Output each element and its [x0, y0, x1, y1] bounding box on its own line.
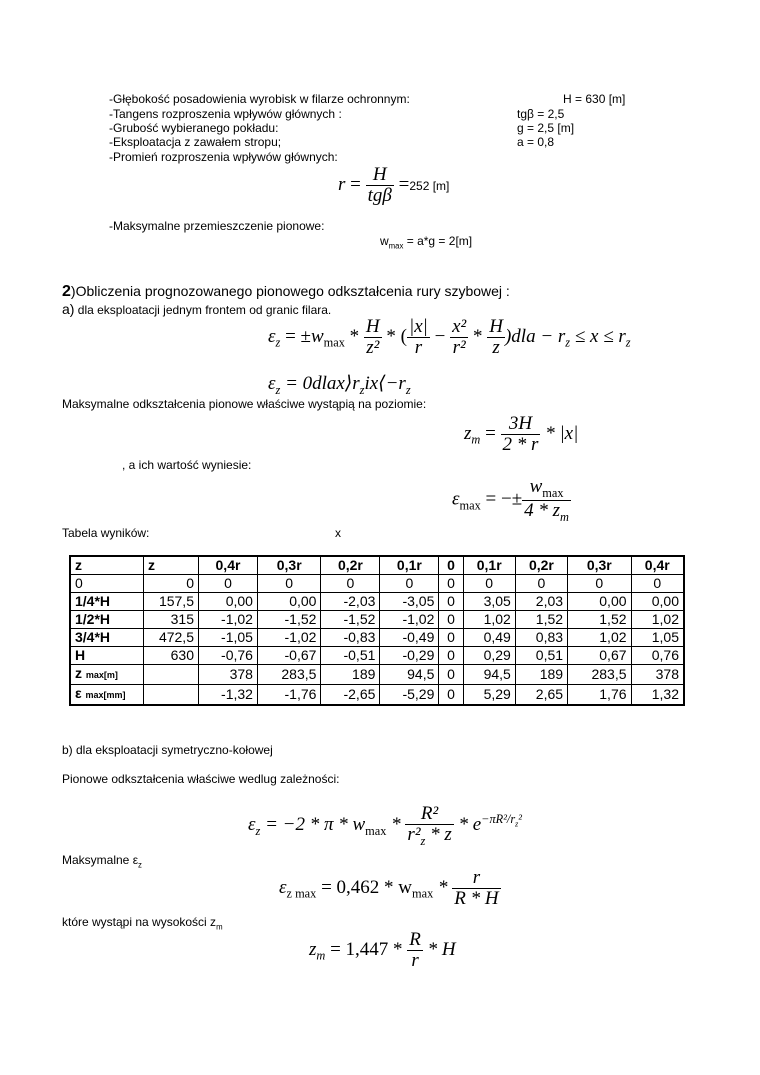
- table-cell: 0: [439, 629, 463, 647]
- table-row: [70, 611, 684, 629]
- param-tan-value: tgβ = 2,5: [517, 107, 565, 121]
- eqz-lhs: z: [309, 938, 317, 960]
- radius-lhs: r: [338, 173, 346, 195]
- param-thickness-value: g = 2,5 [m]: [517, 121, 575, 135]
- section2-sub-a: [62, 301, 331, 317]
- eqb-exp-tail: ²: [518, 811, 522, 826]
- table-cell: 94,5: [380, 665, 439, 685]
- table-cell: -0,29: [380, 647, 439, 665]
- zm-den: 2 * r: [502, 433, 539, 455]
- eqz-lhs-sub: m: [316, 948, 326, 963]
- table-cell: 283,5: [568, 665, 631, 685]
- eqz-fraction: [407, 930, 423, 971]
- zm-lhs: z: [464, 422, 472, 444]
- table-cell: 5,29: [463, 685, 515, 706]
- radius-num: H: [366, 165, 394, 186]
- eq1-eq: = ±: [280, 325, 311, 347]
- eqb-exp: −πR²/r: [481, 811, 516, 826]
- max-disp-rest: = a*g = 2[m]: [403, 234, 473, 248]
- radius-den: tgβ: [367, 184, 392, 206]
- table-cell: 1/4*H: [70, 593, 144, 611]
- eq1-frac4: [487, 317, 505, 358]
- section2-heading: [62, 283, 510, 301]
- max-ez-sub: z: [138, 860, 142, 870]
- table-cell: 0,00: [568, 593, 631, 611]
- header-cell: 0,2r: [321, 556, 380, 575]
- eq2-rhs2: ix⟨−r: [364, 373, 406, 394]
- table-cell: 0: [631, 575, 684, 593]
- eqb-tail: * e: [453, 814, 482, 836]
- sub-a-letter: a): [62, 301, 75, 317]
- emax-lhs: ε: [452, 488, 460, 510]
- table-row: [70, 647, 684, 665]
- emax-num: w: [529, 476, 543, 497]
- table-cell: 0,83: [515, 629, 567, 647]
- results-table-body: [70, 556, 684, 705]
- table-cell: 0: [439, 665, 463, 685]
- table-cell: 2,65: [515, 685, 567, 706]
- table-cell: 157,5: [144, 593, 199, 611]
- max-disp-sub: max: [388, 241, 404, 251]
- radius-result: 252 [m]: [409, 178, 450, 193]
- eqb-num: R²: [405, 804, 453, 825]
- max-disp-w: w: [380, 234, 389, 248]
- eq2-rhs-sub: z: [359, 382, 365, 397]
- table-cell: 1/2*H: [70, 611, 144, 629]
- table-cell: 0: [439, 593, 463, 611]
- eq1-f4-den: z: [492, 336, 500, 358]
- results-table: [69, 555, 685, 706]
- table-cell: 378: [631, 665, 684, 685]
- table-cell: -2,65: [321, 685, 380, 706]
- eqb-lhs-sub: z: [255, 824, 261, 838]
- emax-lhs-sub: max: [459, 498, 481, 513]
- eqm-lhs: ε: [279, 876, 287, 898]
- radius-formula: r = $\frac{H}{\text{tgβ}}$ =252 [m]: [338, 164, 450, 206]
- header-cell: 0,4r: [199, 556, 258, 575]
- table-cell: 189: [321, 665, 380, 685]
- table-row-label: [70, 665, 144, 685]
- table-cell: 0: [568, 575, 631, 593]
- table-cell: 0,76: [631, 647, 684, 665]
- zm-rest: * |x|: [540, 422, 579, 444]
- eq-strain-circular: [248, 804, 522, 848]
- eqb-w-sub: max: [365, 824, 387, 838]
- table-cell: -0,83: [321, 629, 380, 647]
- table-cell: 0,51: [515, 647, 567, 665]
- eq1-ineq-sub: z: [625, 335, 631, 350]
- table-cell: -0,76: [199, 647, 258, 665]
- max-level-text: Maksymalne odkształcenia pionowe właściwe wystąpią na poziomie:: [62, 397, 427, 411]
- table-cell: 0: [70, 575, 144, 593]
- table-cell: 0: [439, 685, 463, 706]
- table-cell: 3/4*H: [70, 629, 144, 647]
- table-cell: 0: [515, 575, 567, 593]
- table-cell: -3,05: [380, 593, 439, 611]
- table-cell: 1,02: [463, 611, 515, 629]
- table-cell: 94,5: [463, 665, 515, 685]
- eqb-eq: = −2 * π * w: [260, 814, 366, 836]
- row-label-main: z: [75, 665, 82, 681]
- table-cell: 0: [321, 575, 380, 593]
- eqz-rest: = 1,447 *: [325, 938, 408, 960]
- table-row: [70, 593, 684, 611]
- table-cell: 0: [439, 575, 463, 593]
- eq1-star: *: [344, 325, 364, 347]
- eq1-f3-den: r²: [452, 336, 466, 358]
- eqb-lhs: ε: [248, 814, 256, 836]
- table-cell: -1,02: [257, 629, 320, 647]
- eqb-exp-sub: z: [515, 819, 519, 829]
- table-cell: 1,32: [631, 685, 684, 706]
- table-cell: 1,05: [631, 629, 684, 647]
- eq1-f3-num: x²: [452, 316, 467, 337]
- table-cell: 0,00: [631, 593, 684, 611]
- eq1-tail: )dla − r: [504, 325, 566, 347]
- eq1-w-sub: max: [323, 335, 345, 350]
- eqz-den: r: [411, 949, 419, 971]
- eq1-star3: *: [468, 325, 488, 347]
- height-text-sub: m: [216, 922, 223, 932]
- section2-number: 2: [62, 283, 71, 300]
- row-label-main: ε: [75, 685, 82, 701]
- table-cell: 315: [144, 611, 199, 629]
- emax-formula: [452, 477, 571, 524]
- eq1-f2-den: r: [414, 336, 423, 358]
- eq1-frac2: [407, 317, 430, 358]
- table-row-emax: [70, 685, 684, 706]
- eqz-num: R: [409, 929, 421, 950]
- param-exploitation-label: -Eksploatacja z zawałem stropu;: [109, 135, 282, 149]
- table-cell: 1,76: [568, 685, 631, 706]
- table-cell: 3,05: [463, 593, 515, 611]
- header-cell: z: [144, 556, 199, 575]
- header-cell: 0,4r: [631, 556, 684, 575]
- eq1-tail-sub: z: [565, 335, 571, 350]
- eqm-num: r: [452, 868, 500, 889]
- max-ez-label: [62, 853, 142, 869]
- table-cell: -0,67: [257, 647, 320, 665]
- eq1-w: w: [310, 325, 324, 347]
- table-cell: 283,5: [257, 665, 320, 685]
- eq2-rhs: = 0dlax⟩r: [280, 373, 360, 394]
- header-cell: 0,3r: [257, 556, 320, 575]
- table-row: [70, 629, 684, 647]
- eq2-lhs: ε: [268, 373, 276, 394]
- eq-strain-front: [268, 317, 631, 358]
- table-cell: -2,03: [321, 593, 380, 611]
- table-cell: 378: [199, 665, 258, 685]
- table-cell: [144, 685, 199, 706]
- eq2-rhs2-sub: z: [405, 382, 411, 397]
- eqb-star: *: [386, 814, 406, 836]
- table-cell: 472,5: [144, 629, 199, 647]
- zm-formula: $z_m$ = $\frac{3H}{2 * r}$ * |x|: [464, 413, 579, 455]
- height-text-main: które wystąpi na wysokości z: [62, 915, 217, 929]
- header-cell: 0,2r: [515, 556, 567, 575]
- height-text: [62, 915, 223, 931]
- eqm-den: R * H: [454, 887, 499, 909]
- eq-strain-zero: [268, 372, 411, 398]
- section-b-intro: Pionowe odkształcenia właściwe wedlug zależności:: [62, 772, 340, 786]
- header-cell: 0,3r: [568, 556, 631, 575]
- table-cell: 0,49: [463, 629, 515, 647]
- section2-title: )Obliczenia prognozowanego pionowego odkształcenia rury szybowej :: [70, 283, 510, 299]
- table-cell: -5,29: [380, 685, 439, 706]
- emax-fraction: [522, 477, 571, 524]
- param-depth-label: -Głębokość posadowienia wyrobisk w filarze ochronnym:: [109, 92, 410, 106]
- table-cell: -1,52: [257, 611, 320, 629]
- section-b-title: b) dla eksploatacji symetryczno-kołowej: [62, 743, 273, 757]
- eqm-lhs-sub: z max: [286, 886, 317, 901]
- table-cell: 2,03: [515, 593, 567, 611]
- eq1-frac1: [364, 317, 382, 358]
- eqm-star: *: [433, 876, 453, 898]
- header-cell: z: [70, 556, 144, 575]
- eq-strain-max: [279, 868, 501, 909]
- max-disp-label: -Maksymalne przemieszczenie pionowe:: [109, 219, 325, 233]
- table-row-zmax: [70, 665, 684, 685]
- table-cell: 0: [144, 575, 199, 593]
- max-disp-formula: [380, 234, 472, 250]
- table-cell: 630: [144, 647, 199, 665]
- param-thickness-label: -Grubość wybieranego pokładu:: [109, 121, 279, 135]
- header-cell: 0,1r: [380, 556, 439, 575]
- table-cell: 0,00: [199, 593, 258, 611]
- emax-eq: = −±: [480, 488, 523, 510]
- sub-a-text: dla eksploatacji jednym frontem od granic filara.: [74, 303, 332, 317]
- table-cell: 0: [463, 575, 515, 593]
- table-cell: 189: [515, 665, 567, 685]
- eqb-fraction: [405, 804, 453, 848]
- table-cell: 0,29: [463, 647, 515, 665]
- zm-lhs-sub: m: [471, 432, 481, 447]
- table-cell: -1,32: [199, 685, 258, 706]
- table-caption: Tabela wyników:: [62, 526, 150, 540]
- eqm-fraction: [452, 868, 500, 909]
- table-cell: -0,51: [321, 647, 380, 665]
- table-cell: -0,49: [380, 629, 439, 647]
- max-ez-text: Maksymalne ε: [62, 853, 139, 867]
- header-cell: 0: [439, 556, 463, 575]
- table-cell: 0: [439, 647, 463, 665]
- eq1-star2: * (: [381, 325, 407, 347]
- table-cell: -1,76: [257, 685, 320, 706]
- header-cell: 0,1r: [463, 556, 515, 575]
- eq1-frac3: [450, 317, 468, 358]
- eq1-f2-num: |x|: [408, 316, 428, 337]
- table-cell: -1,02: [380, 611, 439, 629]
- table-cell: -1,52: [321, 611, 380, 629]
- table-cell: 0: [439, 611, 463, 629]
- eq1-f1-den: z²: [366, 336, 380, 358]
- emax-num-sub: max: [542, 485, 564, 500]
- eq1-ineq: ≤ x ≤ r: [570, 325, 626, 347]
- eqm-rest: = 0,462 * w: [316, 876, 413, 898]
- value-text: , a ich wartość wyniesie:: [122, 458, 252, 472]
- param-depth-value: H = 630 [m]: [563, 92, 626, 106]
- table-cell: H: [70, 647, 144, 665]
- eq1-f4-num: H: [489, 316, 503, 337]
- eq1-f1-num: H: [365, 316, 380, 337]
- eq1-minus: −: [429, 325, 451, 347]
- param-radius-label: -Promień rozproszenia wpływów głównych:: [109, 150, 338, 164]
- row-label-sub: max[mm]: [85, 690, 126, 700]
- zm-fraction: [501, 414, 541, 455]
- table-header-row: [70, 556, 684, 575]
- radius-fraction: [366, 165, 394, 206]
- table-cell: 1,02: [568, 629, 631, 647]
- table-cell: 1,52: [515, 611, 567, 629]
- table-cell: 0: [380, 575, 439, 593]
- eqb-den-tail: * z: [425, 823, 452, 845]
- param-exploitation-value: a = 0,8: [517, 135, 555, 149]
- table-cell: 1,02: [631, 611, 684, 629]
- table-cell: [144, 665, 199, 685]
- row-label-sub: max[m]: [85, 670, 118, 680]
- zm-num: 3H: [501, 414, 541, 435]
- table-row: [70, 575, 684, 593]
- eqb-den-sub: z: [420, 833, 426, 848]
- eq1-lhs-sub: z: [275, 335, 281, 350]
- table-cell: -1,02: [199, 611, 258, 629]
- table-cell: 0,67: [568, 647, 631, 665]
- table-row-label: [70, 685, 144, 706]
- emax-den-sub: m: [560, 509, 569, 524]
- eq-zm-circular: [309, 930, 456, 971]
- eqz-tail: * H: [422, 938, 456, 960]
- eq1-lhs: ε: [268, 325, 276, 347]
- table-x-label: x: [335, 526, 341, 540]
- eqm-w-sub: max: [412, 886, 434, 901]
- emax-den: 4 * z: [524, 499, 561, 521]
- table-cell: 0: [199, 575, 258, 593]
- table-cell: 0,00: [257, 593, 320, 611]
- eqb-den: r²: [407, 823, 421, 845]
- eq2-lhs-sub: z: [275, 382, 281, 397]
- table-cell: -1,05: [199, 629, 258, 647]
- table-cell: 1,52: [568, 611, 631, 629]
- param-tan-label: -Tangens rozproszenia wpływów głównych :: [109, 107, 342, 121]
- table-cell: 0: [257, 575, 320, 593]
